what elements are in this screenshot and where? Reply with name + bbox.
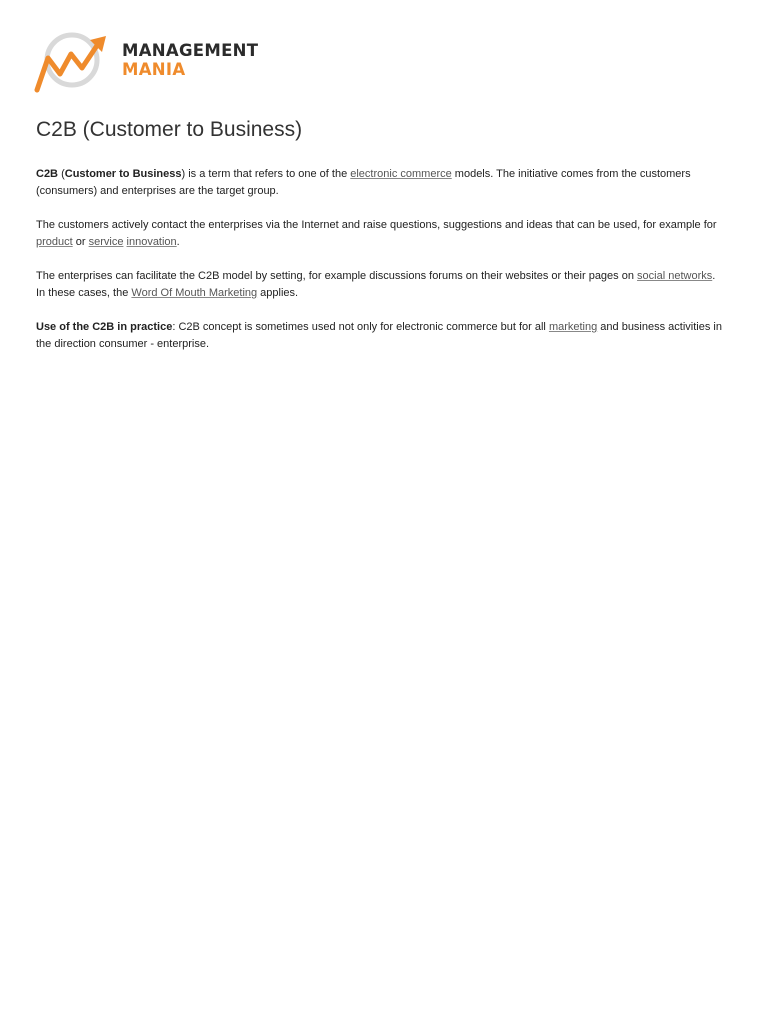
link-marketing[interactable]: marketing xyxy=(548,321,598,333)
link-electronic-commerce[interactable]: electronic commerce xyxy=(350,168,452,180)
term-full: Customer to Business xyxy=(64,168,182,180)
management-mania-logo-icon xyxy=(34,32,106,94)
paragraph-enterprises xyxy=(36,268,726,302)
text-segment: or xyxy=(72,236,89,248)
logo-wordmark xyxy=(122,41,258,79)
paragraph-customers xyxy=(36,217,726,251)
paragraph-practice xyxy=(36,319,726,353)
paragraph-definition xyxy=(36,166,726,200)
text-segment: : C2B concept is sometimes used not only for electronic commerce but for all xyxy=(172,321,549,333)
page-title: C2B (Customer to Business) xyxy=(36,118,303,141)
term-abbr: C2B xyxy=(36,168,59,180)
text-segment: The customers actively contact the enterprises via the Internet and raise questions, suggestions and ideas that can be used, for example for xyxy=(36,219,717,231)
link-word-of-mouth-marketing[interactable]: Word Of Mouth Marketing xyxy=(131,287,258,299)
text-segment: . xyxy=(176,236,180,248)
link-innovation[interactable]: innovation xyxy=(126,236,177,248)
text-segment: ) is a term that refers to one of the xyxy=(181,168,351,180)
logo xyxy=(34,32,264,94)
text-segment: The enterprises can facilitate the C2B model by setting, for example discussions forums on their websites or their pages on xyxy=(36,270,638,282)
link-service[interactable]: service xyxy=(88,236,124,248)
text-segment: . In these cases, the xyxy=(36,270,716,299)
logo-line-mania: MANIA xyxy=(122,60,186,79)
text-segment: models. The initiative comes from the customers (consumers) and enterprises are the target group. xyxy=(36,168,691,197)
practice-lead: Use of the C2B in practice xyxy=(36,321,173,333)
logo-line-management: MANAGEMENT xyxy=(122,41,259,60)
text-segment: applies. xyxy=(257,287,299,299)
text-segment: and business activities in the direction consumer - enterprise. xyxy=(36,321,722,350)
article-body xyxy=(36,166,726,370)
link-product[interactable]: product xyxy=(36,236,73,248)
text-segment: ( xyxy=(58,168,65,180)
link-social-networks[interactable]: social networks xyxy=(637,270,713,282)
